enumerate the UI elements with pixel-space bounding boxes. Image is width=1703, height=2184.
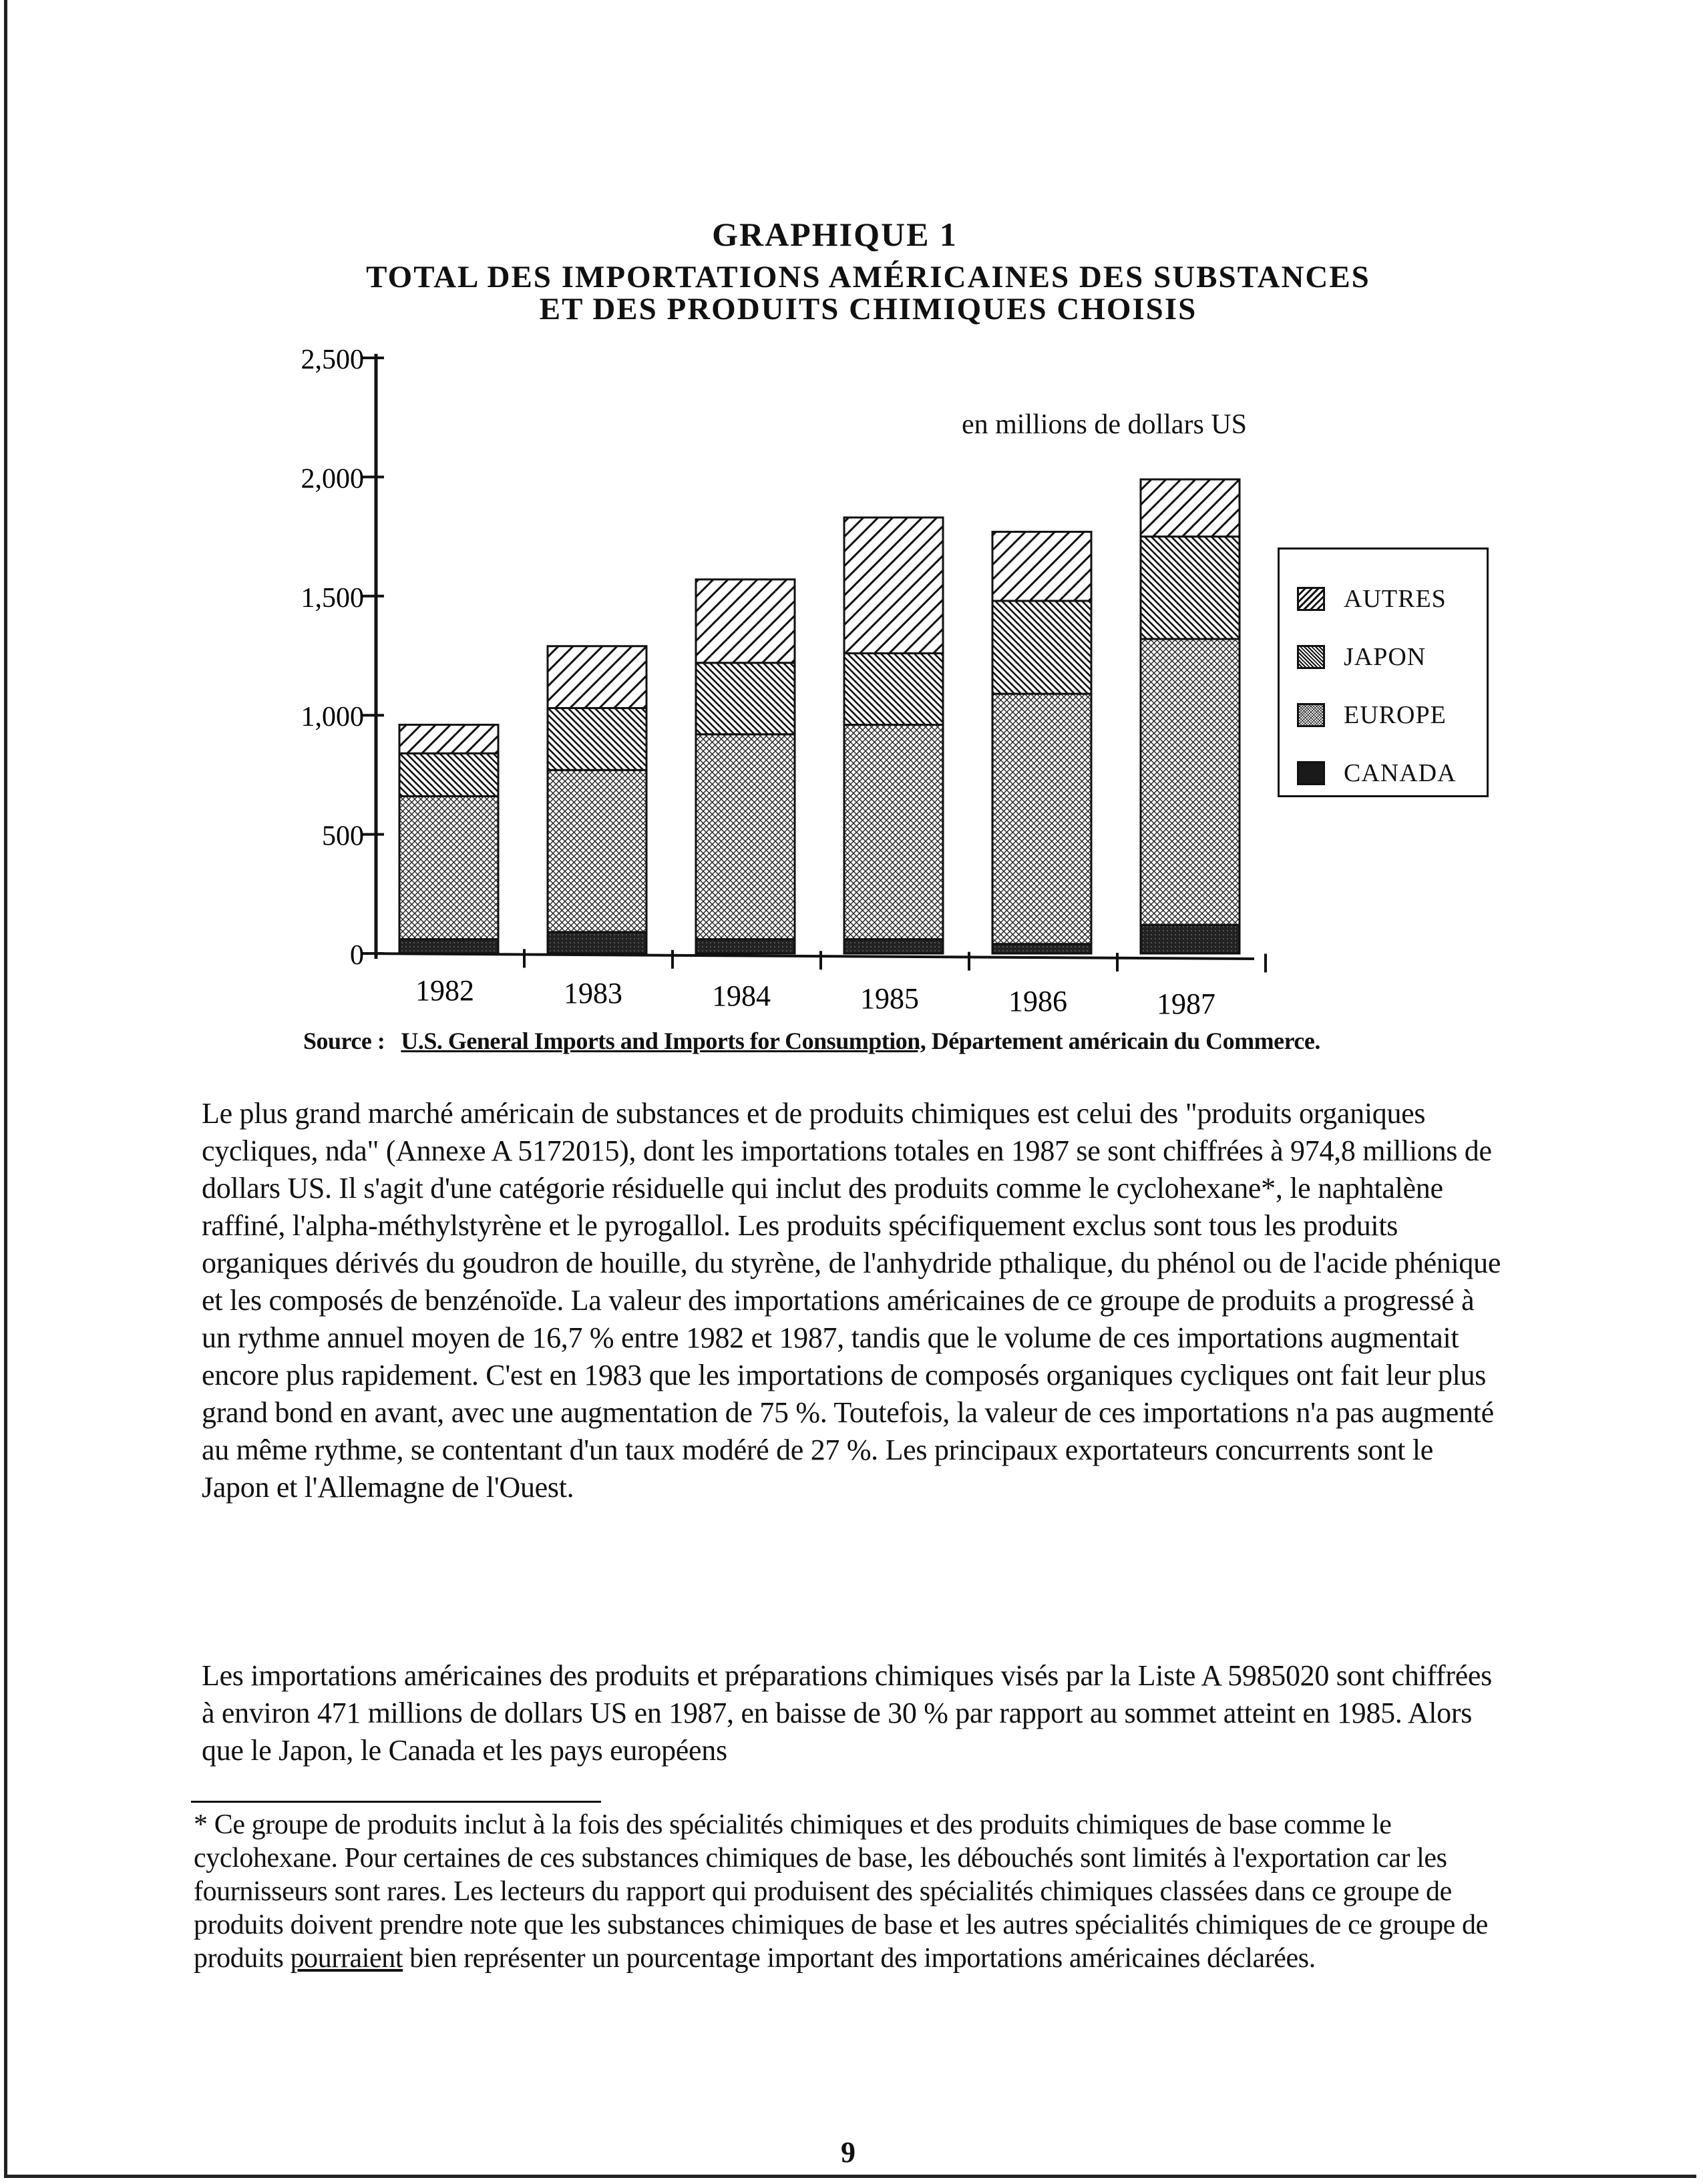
source-publication-title: U.S. General Imports and Imports for Consumption, — [401, 1028, 926, 1054]
bar-segment-canada — [1141, 925, 1240, 953]
footnote-text-2: bien représenter un pourcentage important des importations américaines déclarées. — [403, 1943, 1316, 1974]
chart-bars — [399, 479, 1240, 953]
y-tick-label: 500 — [322, 821, 364, 852]
figure-label: GRAPHIQUE 1 — [712, 216, 958, 253]
x-tick-label: 1987 — [1157, 988, 1215, 1015]
bar-segment-europe — [399, 797, 498, 939]
chart-source — [303, 1027, 1320, 1055]
x-tick-label: 1983 — [564, 977, 622, 1010]
x-tick-label: 1986 — [1008, 985, 1067, 1015]
legend-swatch-autres — [1297, 587, 1325, 611]
bar-stack-1987 — [1141, 479, 1240, 953]
footnote-text-1: * Ce groupe de produits inclut à la fois des spécialités chimiques et des produits chimiques de base comme le cyclohexane. Pour certaines de ces substances chimiques de base, les débouchés sont limités à l'exportation car les fournisseurs sont rares. Les lecteurs du rapport qui produisent des spécialités chimiques classées dans ce groupe de produits doivent prendre note que les substances chimiques de base et les autres spécialités chimiques de ce groupe de produits — [194, 1809, 1488, 1974]
page-number: 9 — [841, 2136, 856, 2169]
bar-stack-1985 — [844, 517, 943, 953]
x-tick-label: 1985 — [860, 982, 919, 1015]
legend-item-japon — [1280, 628, 1487, 686]
bar-segment-japon — [696, 663, 795, 734]
footnote — [194, 1808, 1503, 1975]
footnote-rule — [191, 1801, 601, 1803]
bar-segment-europe — [1141, 639, 1240, 925]
legend-swatch-canada — [1297, 761, 1325, 785]
source-label: Source : — [303, 1028, 385, 1054]
bar-segment-europe — [844, 724, 943, 939]
bar-segment-autres — [399, 724, 498, 753]
source-department: Département américain du Commerce. — [931, 1028, 1320, 1054]
bar-segment-autres — [1141, 479, 1240, 537]
bar-stack-1986 — [992, 531, 1091, 953]
bar-stack-1984 — [696, 580, 795, 953]
bar-segment-autres — [844, 517, 943, 653]
legend-label: EUROPE — [1344, 700, 1447, 729]
bar-segment-autres — [696, 580, 795, 663]
bar-segment-autres — [992, 531, 1091, 600]
chart-legend — [1278, 548, 1489, 797]
bar-segment-autres — [548, 646, 646, 708]
legend-label: CANADA — [1344, 758, 1457, 787]
figure-title-line-2: ET DES PRODUITS CHIMIQUES CHOISIS — [539, 291, 1197, 326]
bar-segment-canada — [399, 939, 498, 953]
x-tick-label: 1982 — [415, 974, 474, 1007]
legend-item-canada — [1280, 744, 1487, 802]
footnote-underlined-word: pourraient — [290, 1943, 403, 1974]
body-paragraph-2: Les importations américaines des produits et préparations chimiques visés par la Liste A 5985020 sont chiffrées à environ 471 millions de dollars US en 1987, en baisse de 30 % par rapport au sommet atteint en 1985. Alors que le Japon, le Canada et les pays européens — [202, 1659, 1492, 1767]
bar-segment-europe — [992, 694, 1091, 944]
bar-segment-japon — [399, 753, 498, 796]
legend-label: AUTRES — [1344, 584, 1447, 613]
legend-item-autres — [1280, 570, 1487, 628]
x-tick-label: 1984 — [712, 979, 771, 1012]
unit-note: en millions de dollars US — [962, 409, 1247, 440]
bar-segment-canada — [696, 939, 795, 953]
figure-title-line-1: TOTAL DES IMPORTATIONS AMÉRICAINES DES SUBSTANCES — [366, 260, 1370, 294]
legend-label: JAPON — [1344, 642, 1427, 671]
bar-segment-canada — [992, 944, 1091, 953]
bar-segment-japon — [1141, 537, 1240, 639]
stacked-bar-chart — [0, 0, 1703, 1015]
bar-segment-japon — [992, 601, 1091, 694]
bar-segment-europe — [548, 770, 646, 932]
legend-swatch-europe — [1297, 703, 1325, 727]
y-tick-label: 2,500 — [301, 345, 364, 375]
bar-segment-europe — [696, 734, 795, 939]
legend-swatch-japon — [1297, 645, 1325, 669]
bar-segment-canada — [548, 932, 646, 953]
legend-item-europe — [1280, 686, 1487, 744]
y-tick-label: 1,500 — [301, 582, 364, 614]
bar-stack-1983 — [548, 646, 646, 953]
bar-segment-japon — [844, 653, 943, 724]
bar-segment-canada — [844, 939, 943, 953]
body-paragraph-1: Le plus grand marché américain de substances et de produits chimiques est celui des "produits organiques cycliques, nda" (Annexe A 5172015), dont les importations totales en 1987 se sont chiffrées à 974,8 millions de dollars US. Il s'agit d'une catégorie résiduelle qui inclut des produits comme le cyclohexane*, le naphtalène raffiné, l'alpha-méthylstyrène et le pyrogallol. Les produits spécifiquement exclus sont tous les produits organiques dérivés du goudron de houille, du styrène, de l'anhydride pthalique, du phénol ou de l'acide phénique et les composés de benzénoïde. La valeur des importations américaines de ce groupe de produits a progressé à un rythme annuel moyen de 16,7 % entre 1982 et 1987, tandis que le volume de ces importations augmentait encore plus rapidement. C'est en 1983 que les importations de composés organiques cycliques ont fait leur plus grand bond en avant, avec une augmentation de 75 %. Toutefois, la valeur de ces importations n'a pas augmenté au même rythme, se contentant d'un taux modéré de 27 %. Les principaux exportateurs concurrents sont le Japon et l'Allemagne de l'Ouest. — [202, 1097, 1501, 1504]
bar-segment-japon — [548, 708, 646, 770]
y-tick-label: 2,000 — [301, 463, 364, 495]
bar-stack-1982 — [399, 724, 498, 953]
y-tick-label: 0 — [350, 940, 364, 971]
y-tick-label: 1,000 — [301, 702, 364, 733]
